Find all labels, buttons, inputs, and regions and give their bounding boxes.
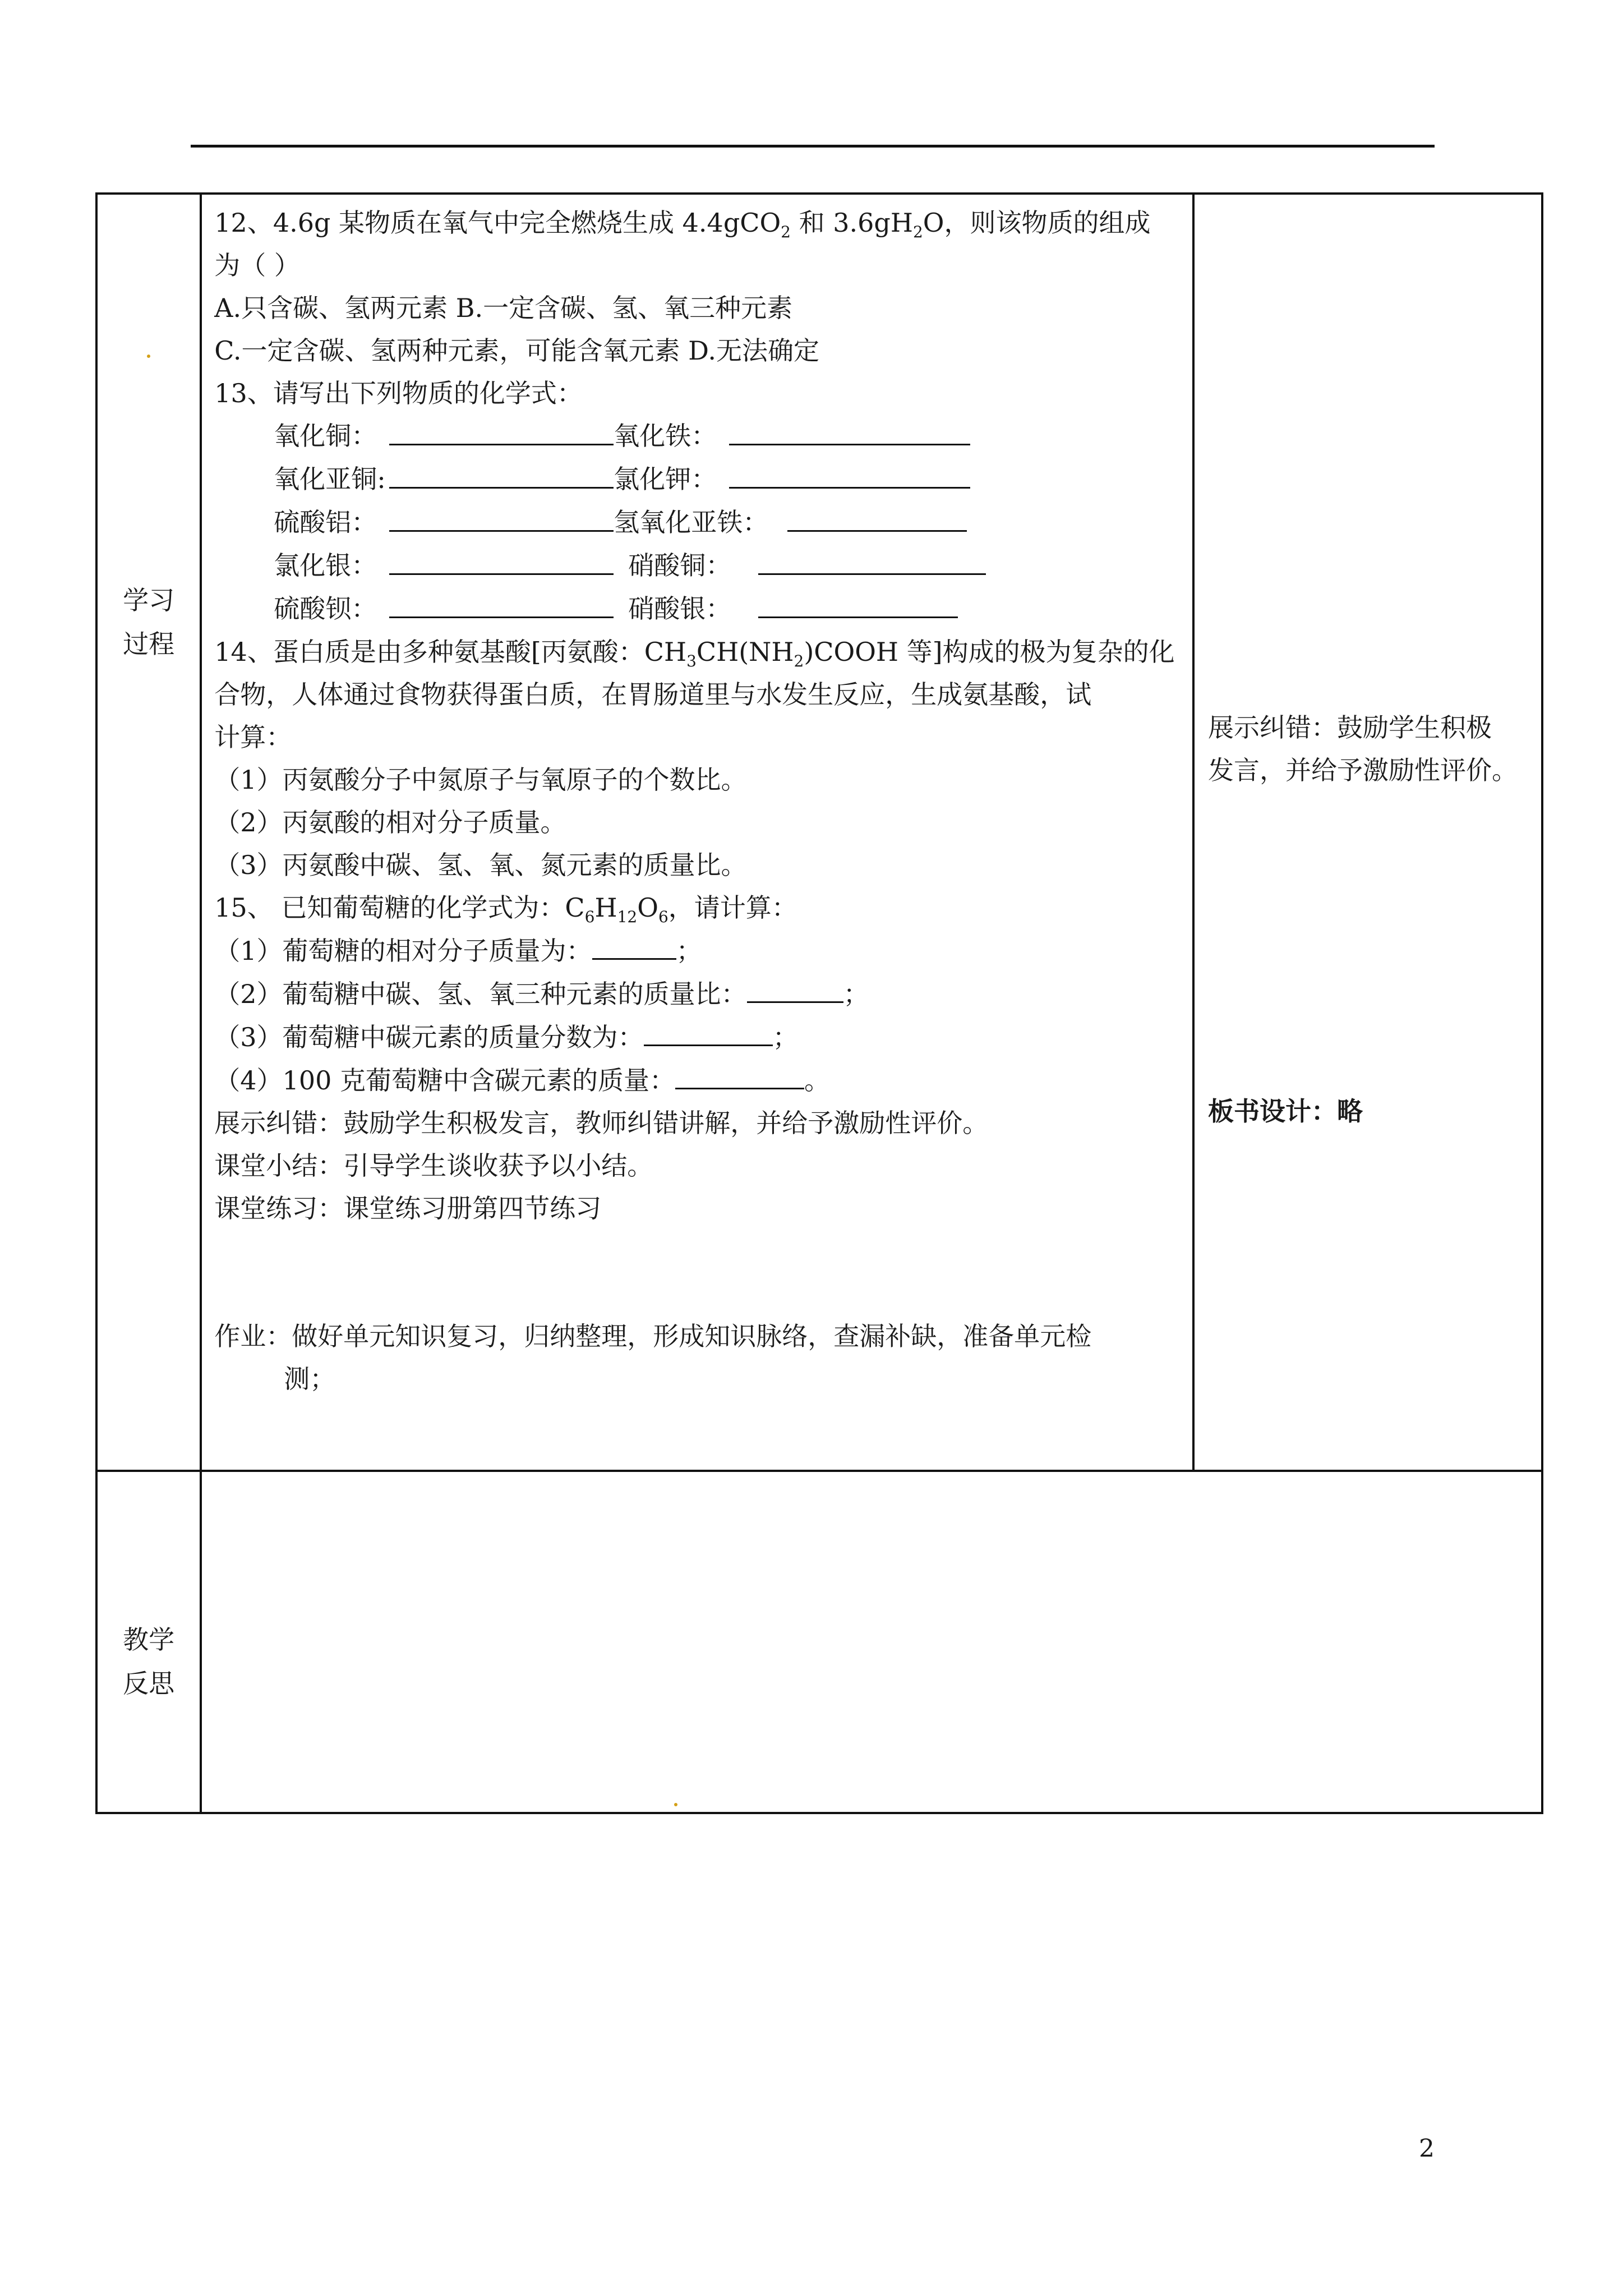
feedback-side-note: 展示纠错：鼓励学生积极 发言，并给予激励性评价。 [1208, 712, 1518, 785]
answer-blank[interactable] [758, 544, 986, 575]
answer-blank[interactable] [592, 929, 676, 960]
list-item: （1）葡萄糖的相对分子质量为： ； [214, 929, 1184, 972]
list-item: （4）100 克葡萄糖中含碳元素的质量： 。 [214, 1059, 1184, 1102]
teacher-notes-column [1193, 194, 1542, 1471]
question-14: 14、蛋白质是由多种氨基酸[丙氨酸：$CH_3CH(NH_2)COOH$ 等]构成的极为复杂的化 合物，人体通过食物获得蛋白质，在胃肠道里与水发生反应，生成氨基酸，试 计算： （1）丙氨酸分子中氮原子与氧原子的个数比。 （2）丙氨酸的相对分子质量。 （3）丙氨酸中碳、氢、氧、氮元素的质量比。 [214, 631, 1184, 886]
teaching-reflection-content[interactable] [201, 1471, 1542, 1813]
answer-blank[interactable] [747, 972, 843, 1003]
answer-blank[interactable] [389, 415, 614, 445]
answer-blank[interactable] [389, 458, 614, 489]
answer-blank[interactable] [729, 415, 970, 445]
list-item: （3）葡萄糖中碳元素的质量分数为： ； [214, 1015, 1184, 1059]
learning-process-content [201, 194, 1193, 1471]
question-13: 13、请写出下列物质的化学式： 氧化铜： 氧化铁： 氧化亚铜: 氯化钾： 硫酸铝： 氢氧化亚铁： 氯化银： 硝酸铜： 硫酸钡： 硝酸银： [214, 372, 1184, 631]
header-rule [191, 145, 1435, 148]
list-item: （2）葡萄糖中碳、氢、氧三种元素的质量比： ； [214, 972, 1184, 1015]
answer-blank[interactable] [389, 587, 614, 618]
answer-blank[interactable] [787, 501, 967, 532]
question-15: 15、 已知葡萄糖的化学式为：$C_6H_{12}O_6$，请计算： （1）葡萄糖的相对分子质量为： ； （2）葡萄糖中碳、氢、氧三种元素的质量比： ； （3）葡萄糖中碳元素的质量分数为： ； （4）100 克葡萄糖中含碳元素的质量： 。 [214, 886, 1184, 1102]
list-item: （2）丙氨酸的相对分子质量。 [214, 807, 566, 838]
homework: 作业：做好单元知识复习，归纳整理，形成知识脉络，查漏补缺，准备单元检 测； [214, 1321, 1092, 1394]
answer-blank[interactable] [758, 587, 958, 618]
answer-blank[interactable] [729, 458, 970, 489]
list-item: （3）丙氨酸中碳、氢、氧、氮元素的质量比。 [214, 850, 747, 880]
answer-blank[interactable] [675, 1059, 804, 1089]
answer-blank[interactable] [389, 501, 614, 532]
lesson-plan-table [95, 192, 1543, 1814]
answer-blank[interactable] [389, 544, 614, 575]
teaching-reflection-row [96, 1471, 1542, 1813]
question-12: 12、4.6g 某物质在氧气中完全燃烧生成 4.4gCO$_2$ 和 $3.6gH_2O$，则该物质的组成 为（ ） A.只含碳、氢两元素 B.一定含碳、氢、氧三种元素 C.一定含碳、氢两种元素，可能含氧元素 D.无法确定 [214, 208, 1151, 366]
learning-process-row [96, 194, 1542, 1471]
feedback-note: 展示纠错：鼓励学生积极发言，教师纠错讲解，并给予激励性评价。 [214, 1108, 989, 1138]
board-design-note: 板书设计：略 [1208, 1096, 1363, 1126]
page-number: 2 [1419, 2134, 1435, 2163]
teaching-reflection-label: 教学 反思 [96, 1471, 201, 1813]
answer-blank[interactable] [644, 1015, 773, 1046]
learning-process-label: 学习 过程 [96, 194, 201, 1471]
class-summary: 课堂小结：引导学生谈收获予以小结。 [214, 1151, 653, 1181]
class-practice: 课堂练习：课堂练习册第四节练习 [214, 1193, 602, 1223]
list-item: （1）丙氨酸分子中氮原子与氧原子的个数比。 [214, 765, 747, 795]
